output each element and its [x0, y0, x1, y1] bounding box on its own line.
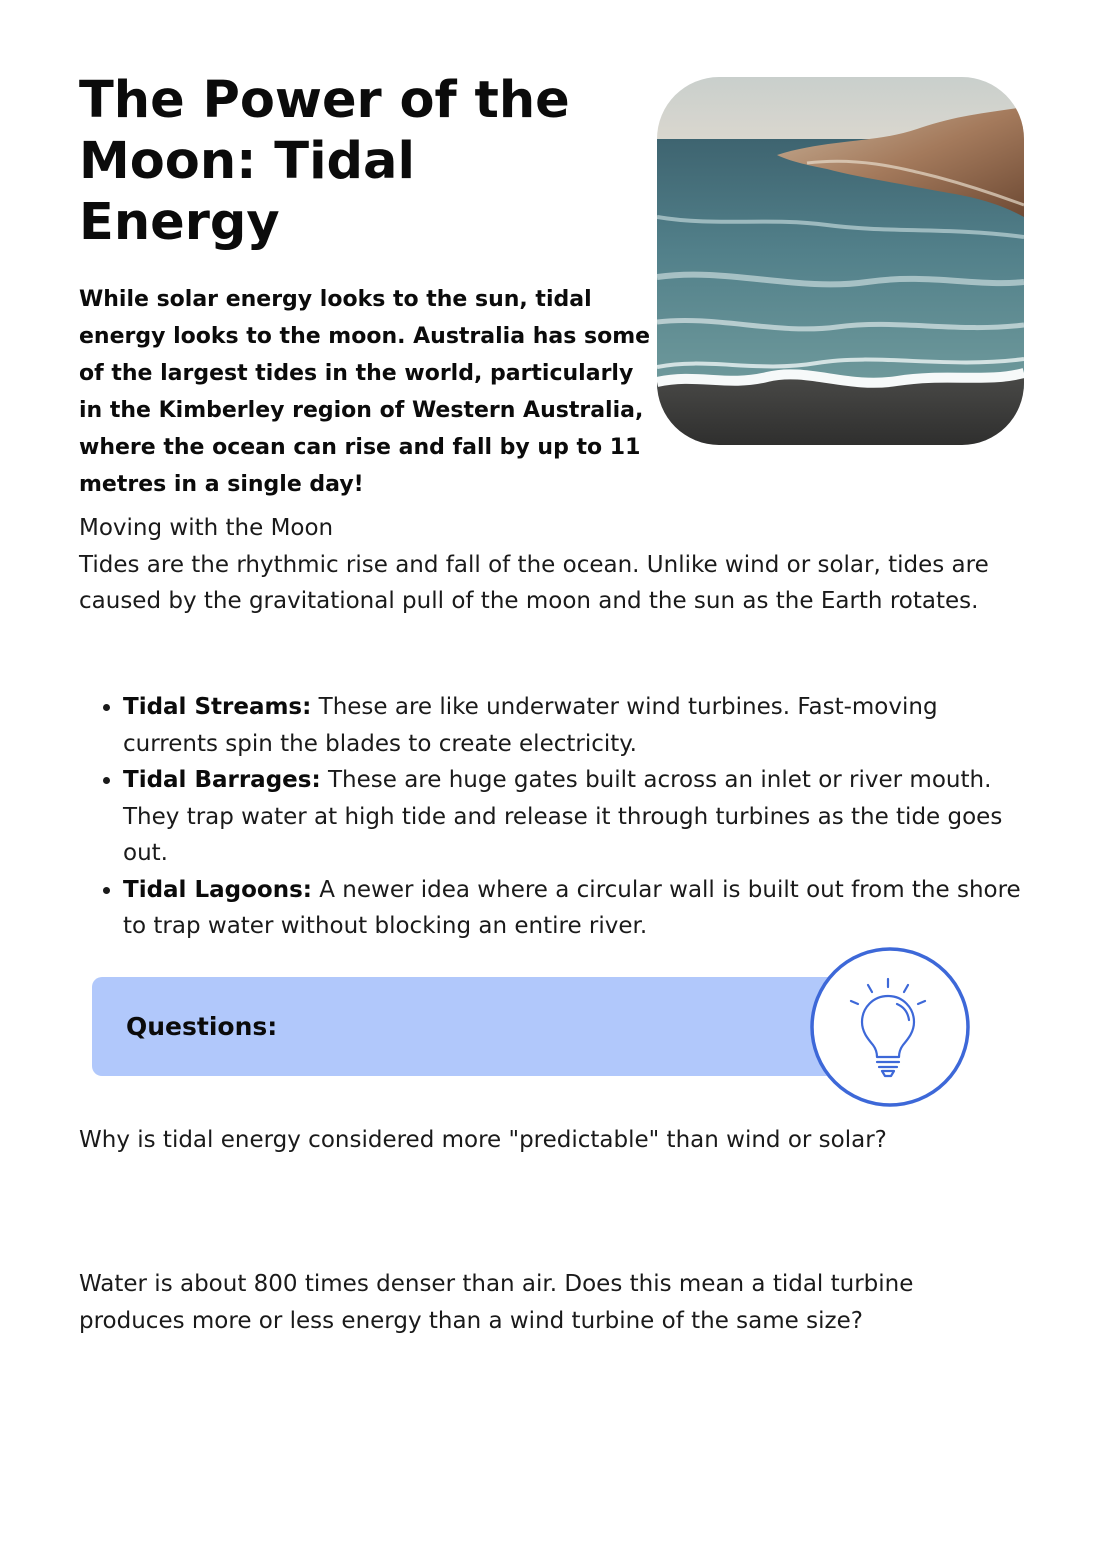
list-item-term: Tidal Lagoons:: [123, 876, 312, 903]
list-item-term: Tidal Streams:: [123, 694, 312, 720]
page-title: The Power of the Moon: Tidal Energy: [79, 71, 570, 252]
question-2: Water is about 800 times denser than air. Does this mean a tidal turbine produces more or less energy than a wind turbine of the same size?: [79, 1271, 914, 1334]
list-item: [123, 872, 1024, 945]
moving-with-moon-section: [79, 510, 1024, 620]
section-text: Tides are the rhythmic rise and fall of the ocean. Unlike wind or solar, tides are caused by the gravitational pull of the moon and the sun as the Earth rotates.: [79, 551, 989, 614]
intro-paragraph: While solar energy looks to the sun, tidal energy looks to the moon. Australia has some of the largest tides in the world, particularly in the Kimberley region of Western Australia, where the ocean can rise and fall by up to 11 metres in a single day!: [79, 287, 651, 497]
lightbulb-icon: [809, 946, 971, 1108]
questions-label: Questions:: [126, 1012, 278, 1041]
list-item-text: These are huge gates built across an inlet or river mouth. They trap water at high tide and release it through turbines as the tide goes out.: [123, 767, 1003, 866]
list-item: [123, 762, 1024, 872]
list-item-term: Tidal Barrages:: [123, 767, 321, 793]
questions-banner: [92, 977, 882, 1076]
ocean-shore-photo: [657, 77, 1024, 445]
list-item-text: These are like underwater wind turbines. Fast-moving currents spin the blades to create electricity.: [123, 694, 938, 757]
list-item: [123, 689, 1024, 762]
question-1: Why is tidal energy considered more "predictable" than wind or solar?: [79, 1127, 887, 1153]
list-item-text: A newer idea where a circular wall is built out from the shore to trap water without blocking an entire river.: [123, 876, 1021, 939]
section-heading: Moving with the Moon: [79, 515, 334, 541]
tidal-methods-list: [79, 689, 1024, 945]
